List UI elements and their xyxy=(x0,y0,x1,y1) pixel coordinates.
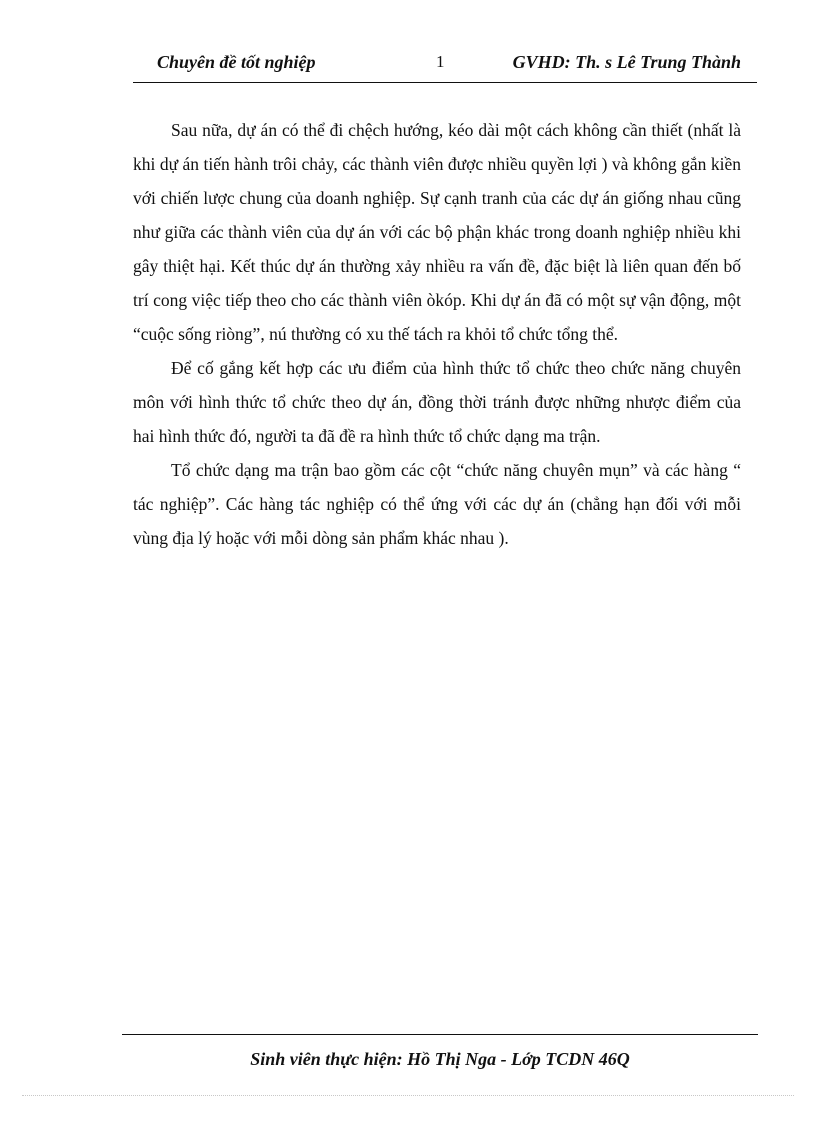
footer-divider xyxy=(122,1034,758,1035)
header-title: Chuyên đề tốt nghiệp xyxy=(157,52,316,72)
page-footer: Sinh viên thực hiện: Hồ Thị Nga - Lớp TCDN 46Q xyxy=(250,1049,630,1069)
header-divider xyxy=(133,82,757,83)
paragraph-1: Sau nữa, dự án có thể đi chệch hướng, kéo dài một cách không cần thiết (nhất là khi dự án tiến hành trôi chảy, các thành viên được nhiều quyền lợi ) và không gắn kiền với chiến lược chung của doanh nghiệp. Sự cạnh tranh của các dự án giống nhau cũng như giữa các thành viên của dự án với các bộ phận khác trong doanh nghiệp nhiều khi gây thiệt hại. Kết thúc dự án thường xảy nhiều ra vấn đề, đặc biệt là liên quan đến bố trí cong việc tiếp theo cho các thành viên òkóp. Khi dự án đã có một sự vận động, một “cuộc sống riòng”, nú thường có xu thế tách ra khỏi tổ chức tổng thể. xyxy=(133,120,741,344)
paragraph-2: Để cố gắng kết hợp các ưu điểm của hình thức tổ chức theo chức năng chuyên môn với hình thức tổ chức theo dự án, đồng thời tránh được những nhược điểm của hai hình thức đó, người ta đã đề ra hình thức tổ chức dạng ma trận. xyxy=(133,358,741,446)
page-number: 1 xyxy=(436,52,445,71)
body-text xyxy=(133,113,741,555)
header-advisor: GVHD: Th. s Lê Trung Thành xyxy=(512,52,741,72)
paragraph-3: Tổ chức dạng ma trận bao gồm các cột “chức năng chuyên mụn” và các hàng “ tác nghiệp”. Các hàng tác nghiệp có thể ứng với các dự án (chẳng hạn đối với mỗi vùng địa lý hoặc với mỗi dòng sản phẩm khác nhau ). xyxy=(133,460,741,548)
page-bottom-border xyxy=(22,1095,794,1096)
page-header xyxy=(133,50,757,78)
